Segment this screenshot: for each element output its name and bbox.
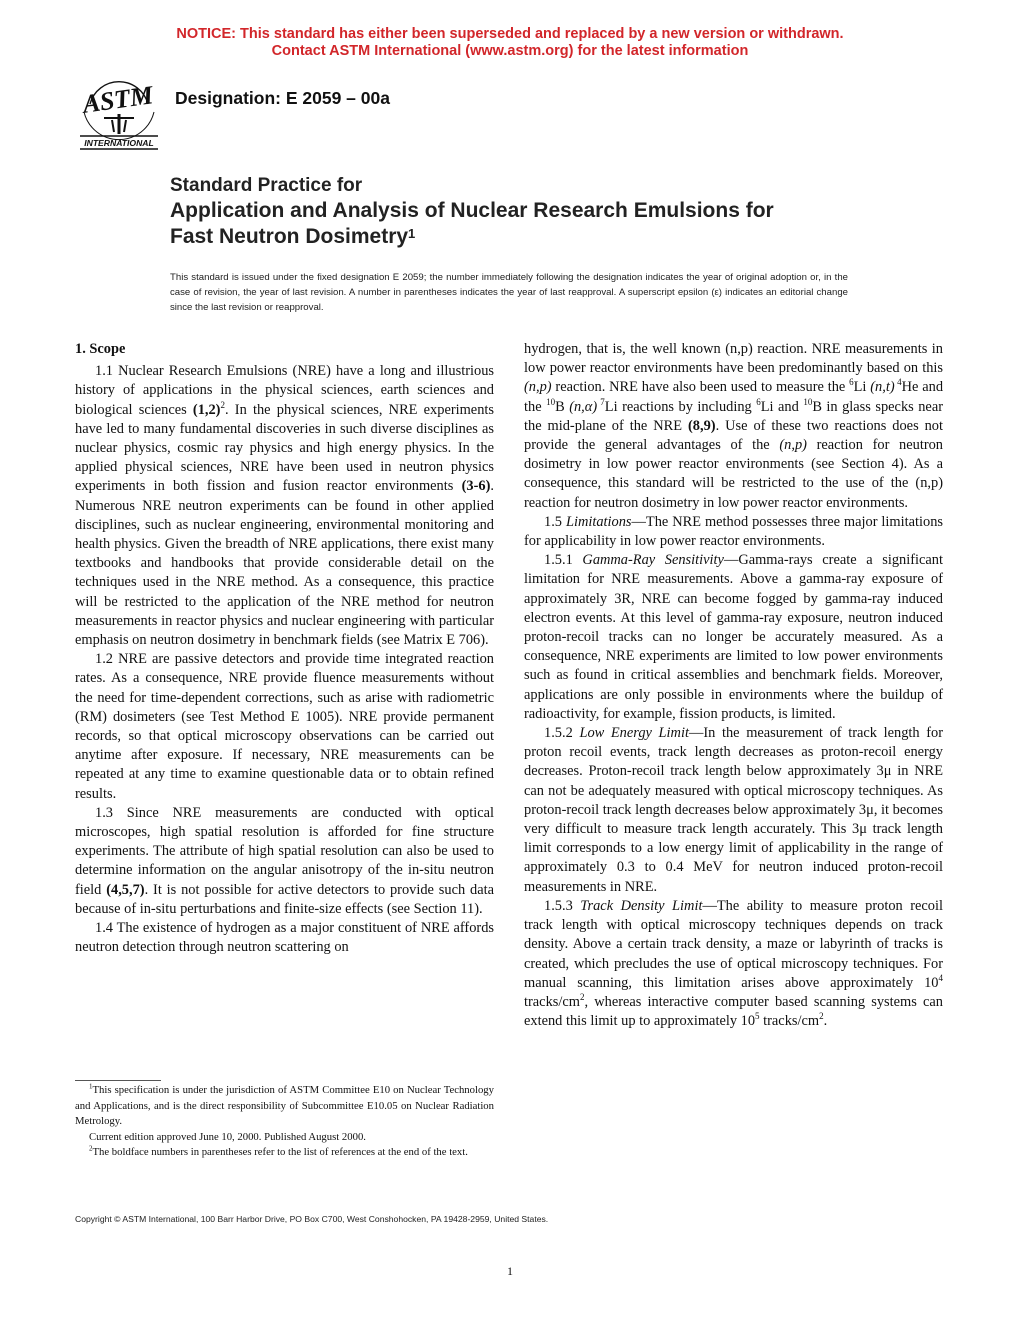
right-column: [524, 340, 943, 1031]
paragraph-1-3: 1.3 Since NRE measurements are conducted with optical microscopes, high spatial resolution is afforded for fine structure experiments. The attribute of high spatial resolution can also be used to determine information on the angular anisotropy of the in-situ neutron field (4,5,7). It is not possible for active detectors to provide such data because of in-situ perturbations and finite-size effects (see Section 11).: [75, 804, 494, 917]
title-footnote-mark: 1: [408, 226, 416, 241]
paragraph-1-4-continued: hydrogen, that is, the well known (n,p) reaction. NRE measurements in low power reactor environments have been predominantly based on this (n,p) reaction. NRE have also been used to measure the $^6$Li (n,t) $^4$He and the $^{10}$B (n,α) $^7$Li reactions by including $^6$Li and $^{10}$B in glass specks near the mid-plane of the NRE (8,9). Use of these two reactions does not provide the general advantages of the (n,p) reaction for neutron dosimetry in low power reactor environments (see Section 4). As a consequence, this standard will be restricted to the use of the (n,p) reaction for neutron dosimetry in low power reactor environments.: [524, 341, 944, 511]
paragraph-1-2: 1.2 NRE are passive detectors and provide time integrated reaction rates. As a consequence, NRE provide fluence measurements without the need for time-dependent corrections, such as arise with radiometric (RM) dosimeters (see Test Method E 1005). NRE provide permanent records, so that optical microscopy observations can be carried out anytime after exposure. If necessary, NRE measurements can be repeated at any time to examine questionable data or to obtain refined results.: [75, 651, 494, 802]
paragraph-1-5-3: 1.5.3 Track Density Limit—The ability to measure proton recoil track length with optical microscopy techniques depends on track density. Above a certain track density, a maze or labyrinth of tracks is created, which precludes the use of optical microscopy techniques. For manual scanning, this limitation arises above approximately $10^4$ tracks/$cm^2$, whereas interactive computer based scanning systems can extend this limit up to approximately $10^5$ tracks/$cm^2$.: [524, 897, 943, 1030]
paragraph-1-5: 1.5 Limitations—The NRE method possesses three major limitations for applicability in low power reactor environments.: [524, 513, 943, 550]
notice-banner: [0, 26, 1020, 60]
paragraph-1-5-1: 1.5.1 Gamma-Ray Sensitivity—Gamma-rays create a significant limitation for NRE measurements. Above a gamma-ray exposure of approximately 3R, NRE can become fogged by gamma-ray induced electron events. At this level of gamma-ray exposure, neutron induced proton-recoil tracks can no longer be accurately measured. As a consequence, NRE experiments are limited to low power environments such as found in critical assemblies and benchmark fields. Moreover, applications are only possible in environments where the buildup of radioactivity, for example, fission products, is limited.: [524, 552, 943, 722]
footnote-rule: [75, 1080, 161, 1081]
footnote-2: $^2$The boldface numbers in parentheses refer to the list of references at the end of the text.: [89, 1144, 468, 1158]
footnotes: [75, 1080, 494, 1161]
logo-text: ASTM: [80, 80, 155, 119]
astm-logo: [76, 74, 162, 152]
footnote-1: $^1$This specification is under the jurisdiction of ASTM Committee E10 on Nuclear Technology and Applications, and is the direct responsibility of Subcommittee E10.05 on Nuclear Radiation Metrology.: [75, 1082, 494, 1127]
paragraph-1-1: 1.1 Nuclear Research Emulsions (NRE) have a long and illustrious history of applications in the physical sciences, earth sciences and biological sciences $(1,2)^2$. In the physical sciences, NRE experiments have led to many fundamental discoveries in such diverse disciplines as nuclear physics, cosmic ray physics and high energy physics. In the applied physical sciences, NRE have been used in neutron physics experiments in both fission and fusion reactor environments (3-6). Numerous NRE neutron experiments can be found in other applied disciplines, such as nuclear engineering, environmental monitoring and health physics. Given the breadth of NRE applications, there exist many textbooks and handbooks that provide considerable detail on the techniques used in the NRE method. As a consequence, this practice will be restricted to the application of the NRE method for neutron measurements in reactor physics and nuclear engineering with particular emphasis on neutron dosimetry in benchmark fields (see Matrix E 706).: [75, 363, 494, 649]
title-line-2: Application and Analysis of Nuclear Research Emulsions for: [170, 199, 774, 222]
paragraph-1-5-2: 1.5.2 Low Energy Limit—In the measurement of track length for proton recoil events, track length decreases as proton-recoil energy decreases. Proton-recoil track length below approximately 3μ in NRE can not be adequately measured with optical microscopy techniques. As proton-recoil track length decreases below approximately 3μ, it becomes very difficult to measure track length accurately. This 3μ track length limit corresponds to a low energy limit of applicability in the range of approximately 0.3 to 0.4 MeV for neutron induced proton-recoil measurements in NRE.: [524, 725, 944, 895]
issue-statement: This standard is issued under the fixed designation E 2059; the number immediately following the designation indicates the year of original adoption or, in the case of revision, the year of last revision. A number in parentheses indicates the year of last reapproval. A superscript epsilon (ε) indicates an editorial change since the last revision or reapproval.: [170, 272, 848, 313]
document-title: [170, 174, 774, 250]
paragraph-1-4: 1.4 The existence of hydrogen as a major constituent of NRE affords neutron detection through neutron scattering on: [75, 920, 494, 956]
title-line-3: Fast Neutron Dosimetry$^1$: [170, 225, 416, 248]
notice-line-1: NOTICE: This standard has either been superseded and replaced by a new version or withdrawn.: [176, 26, 844, 42]
section-heading-scope: 1. Scope: [75, 341, 126, 357]
notice-line-2: Contact ASTM International (www.astm.org) for the latest information: [271, 43, 749, 59]
page-number: 1: [507, 1264, 513, 1278]
footnote-1-approval: Current edition approved June 10, 2000. Published August 2000.: [89, 1130, 366, 1143]
designation: Designation: E 2059 – 00a: [175, 88, 390, 108]
logo-subtext: INTERNATIONAL: [84, 138, 154, 148]
copyright-line: Copyright © ASTM International, 100 Barr Harbor Drive, PO Box C700, West Conshohocken, PA 19428-2959, United States.: [75, 1214, 549, 1224]
left-column: [75, 340, 494, 958]
title-line-1: Standard Practice for: [170, 175, 363, 196]
